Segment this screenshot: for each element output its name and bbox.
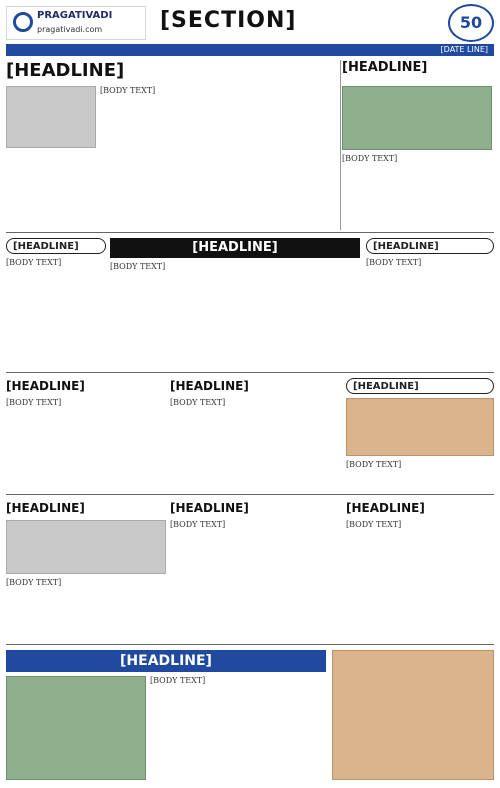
brand-name: PRAGATIVADI xyxy=(37,10,113,21)
story-2-headline-box xyxy=(342,60,492,82)
divider-3 xyxy=(6,494,494,495)
story-6-headline-box xyxy=(6,378,166,396)
story-4-headline: [HEADLINE] xyxy=(13,241,79,252)
story-1-body: [BODY TEXT] xyxy=(100,86,156,95)
story-5-body: [BODY TEXT] xyxy=(366,258,422,267)
story-7-headline-box xyxy=(170,378,340,396)
divider-4 xyxy=(6,644,494,645)
story-9-headline: [HEADLINE] xyxy=(6,501,85,515)
story-11-headline: [HEADLINE] xyxy=(346,501,425,515)
section-title: [SECTION] xyxy=(160,8,297,33)
story-9-body: [BODY TEXT] xyxy=(6,578,62,587)
story-6-headline: [HEADLINE] xyxy=(6,379,85,393)
story-2-kicker xyxy=(230,60,330,78)
banner-headline: [HEADLINE] xyxy=(110,238,360,258)
story-2-photo xyxy=(342,86,492,150)
story-10-body: [BODY TEXT] xyxy=(170,520,226,529)
story-1-photo xyxy=(6,86,96,148)
anniversary-badge: 50 xyxy=(448,4,494,42)
brand-mark-icon xyxy=(13,12,33,32)
story-7-headline: [HEADLINE] xyxy=(170,379,249,393)
story-1-headline: [HEADLINE] xyxy=(6,60,125,81)
story-2-headline: [HEADLINE] xyxy=(342,60,428,75)
story-10-headline: [HEADLINE] xyxy=(170,501,249,515)
bottom-photo-1 xyxy=(6,676,146,780)
vertical-rule-1 xyxy=(340,60,341,230)
story-9-photo xyxy=(6,520,166,574)
story-7-body: [BODY TEXT] xyxy=(170,398,226,407)
story-9-headline-box xyxy=(6,500,166,518)
brand-logo[interactable] xyxy=(6,6,146,40)
masthead xyxy=(0,0,500,54)
story-4-pill xyxy=(6,238,106,254)
bottom-photo-2 xyxy=(332,650,494,780)
top-info-right: [DATE LINE] xyxy=(440,45,488,54)
bottom-body: [BODY TEXT] xyxy=(150,676,206,685)
banner-body: [BODY TEXT] xyxy=(110,262,166,271)
story-8-pill xyxy=(346,378,494,394)
story-8-headline: [HEADLINE] xyxy=(353,381,419,392)
story-5-headline: [HEADLINE] xyxy=(373,241,439,252)
divider-2 xyxy=(6,372,494,373)
story-8-photo xyxy=(346,398,494,456)
brand-url: pragativadi.com xyxy=(37,25,103,34)
bottom-headline: [HEADLINE] xyxy=(6,650,326,672)
story-8-body: [BODY TEXT] xyxy=(346,460,402,469)
story-2-body: [BODY TEXT] xyxy=(342,154,398,163)
story-6-body: [BODY TEXT] xyxy=(6,398,62,407)
story-10-headline-box xyxy=(170,500,340,518)
story-4-body: [BODY TEXT] xyxy=(6,258,62,267)
story-5-pill xyxy=(366,238,494,254)
top-info-bar xyxy=(6,44,494,56)
story-11-body: [BODY TEXT] xyxy=(346,520,402,529)
divider-1 xyxy=(6,232,494,233)
story-11-headline-box xyxy=(346,500,494,518)
